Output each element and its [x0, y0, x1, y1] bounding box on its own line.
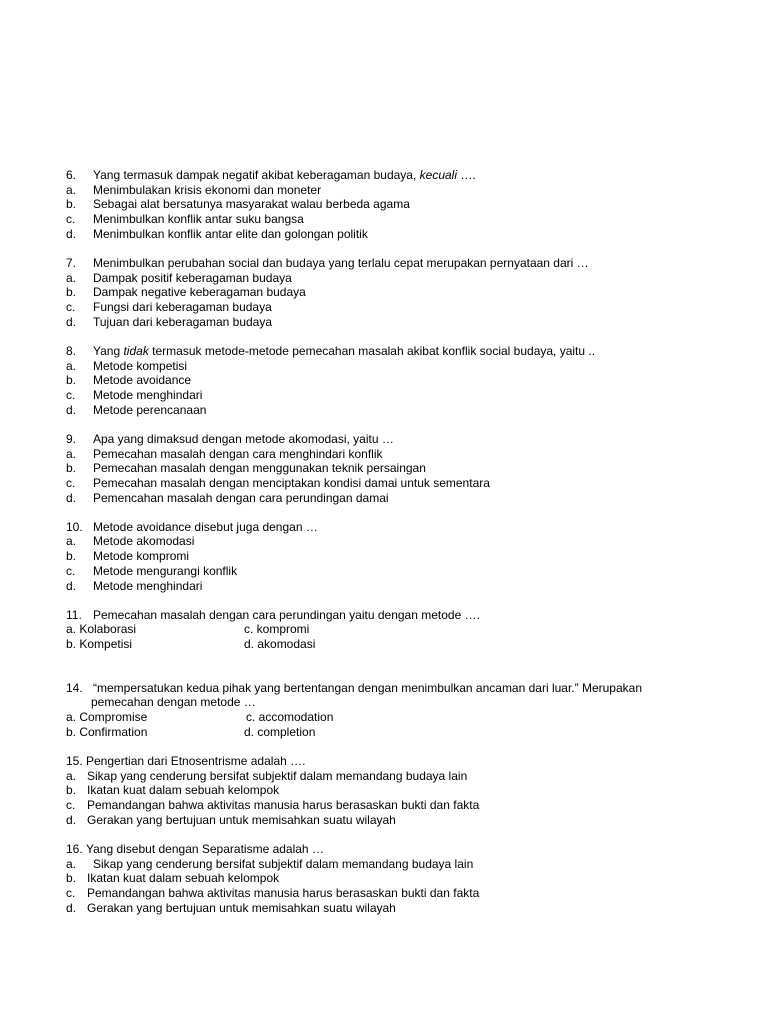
question-stem: 6. Yang termasuk dampak negatif akibat keberagaman budaya, kecuali ….	[66, 168, 476, 182]
option: d. Gerakan yang bertujuan untuk memisahkan suatu wilayah	[66, 900, 396, 915]
option: b. Metode avoidance	[66, 373, 192, 388]
question-number: 6.	[66, 168, 77, 182]
option: a. Dampak positif keberagaman budaya	[66, 270, 292, 285]
option: b. Sebagai alat bersatunya masyarakat walau berbeda agama	[66, 197, 410, 212]
option: b. Ikatan kuat dalam sebuah kelompok	[66, 783, 280, 798]
document-body	[66, 168, 746, 930]
question-stem: 14. “mempersatukan kedua pihak yang bertentangan dengan menimbulkan ancaman dari luar.” Merupakan	[66, 680, 643, 695]
option: c. Menimbulkan konflik antar suku bangsa	[66, 212, 304, 227]
question-stem: 16. Yang disebut dengan Separatisme adalah …	[66, 841, 324, 856]
option: a. Metode kompetisi	[66, 358, 188, 373]
option: c. Metode menghindari	[66, 387, 203, 402]
question-stem: 7. Menimbulkan perubahan social dan budaya yang terlalu cepat merupakan pernyataan dari …	[66, 255, 589, 270]
option: d. Menimbulkan konflik antar elite dan golongan politik	[66, 226, 368, 241]
question-7	[66, 256, 746, 329]
question-number: 16.	[66, 841, 83, 856]
option-row: b. Kompetisi d. akomodasi	[66, 637, 316, 652]
option: a. Pemecahan masalah dengan cara menghindari konflik	[66, 446, 383, 461]
question-15	[66, 754, 746, 827]
option: d. Metode perencanaan	[66, 402, 207, 417]
option: a. Sikap yang cenderung bersifat subjektif dalam memandang budaya lain	[66, 768, 468, 783]
question-number: 7.	[66, 255, 77, 270]
question-8	[66, 344, 746, 417]
option: a. Sikap yang cenderung bersifat subjektif dalam memandang budaya lain	[66, 856, 474, 871]
option: a. Menimbulakan krisis ekonomi dan moneter	[66, 182, 322, 197]
option: d. Tujuan dari keberagaman budaya	[66, 314, 273, 329]
option: c. Pemandangan bahwa aktivitas manusia harus berasaskan bukti dan fakta	[66, 798, 480, 813]
question-number: 10.	[66, 519, 83, 534]
option: c. Metode mengurangi konflik	[66, 563, 238, 578]
question-stem-continued: pemecahan dengan metode …	[91, 695, 256, 710]
question-6	[66, 168, 746, 241]
question-stem: 9. Apa yang dimaksud dengan metode akomodasi, yaitu …	[66, 431, 394, 446]
question-stem: 15. Pengertian dari Etnosentrisme adalah ….	[66, 754, 306, 768]
question-number: 15.	[66, 754, 83, 768]
option: c. Fungsi dari keberagaman budaya	[66, 300, 272, 314]
option: a. Metode akomodasi	[66, 534, 195, 549]
option: d. Gerakan yang bertujuan untuk memisahkan suatu wilayah	[66, 812, 396, 827]
question-stem: 10. Metode avoidance disebut juga dengan …	[66, 519, 318, 534]
option-row: a. Compromise c. accomodation	[66, 710, 334, 725]
option: b. Metode kompromi	[66, 549, 190, 564]
question-9	[66, 432, 746, 505]
option-row: a. Kolaborasi c. kompromi	[66, 622, 310, 637]
option: b. Ikatan kuat dalam sebuah kelompok	[66, 871, 280, 886]
question-stem: 8. Yang tidak termasuk metode-metode pemecahan masalah akibat konflik social budaya, yaitu ..	[66, 343, 596, 358]
question-10	[66, 520, 746, 593]
option: d. Pemencahan masalah dengan cara perundingan damai	[66, 490, 389, 505]
question-16	[66, 842, 746, 915]
question-14	[66, 681, 746, 740]
option: d. Metode menghindari	[66, 578, 203, 593]
question-number: 9.	[66, 431, 77, 446]
question-stem: 11. Pemecahan masalah dengan cara perundingan yaitu dengan metode ….	[66, 607, 480, 622]
question-number: 8.	[66, 343, 77, 358]
question-number: 11.	[66, 607, 82, 622]
option: b. Pemecahan masalah dengan menggunakan teknik persaingan	[66, 461, 426, 476]
question-number: 14.	[66, 680, 83, 695]
option: b. Dampak negative keberagaman budaya	[66, 285, 306, 300]
option: c. Pemandangan bahwa aktivitas manusia harus berasaskan bukti dan fakta	[66, 886, 480, 900]
option: c. Pemecahan masalah dengan menciptakan kondisi damai untuk sementara	[66, 475, 490, 490]
question-11	[66, 608, 746, 652]
option-row: b. Confirmation d. completion	[66, 724, 316, 739]
